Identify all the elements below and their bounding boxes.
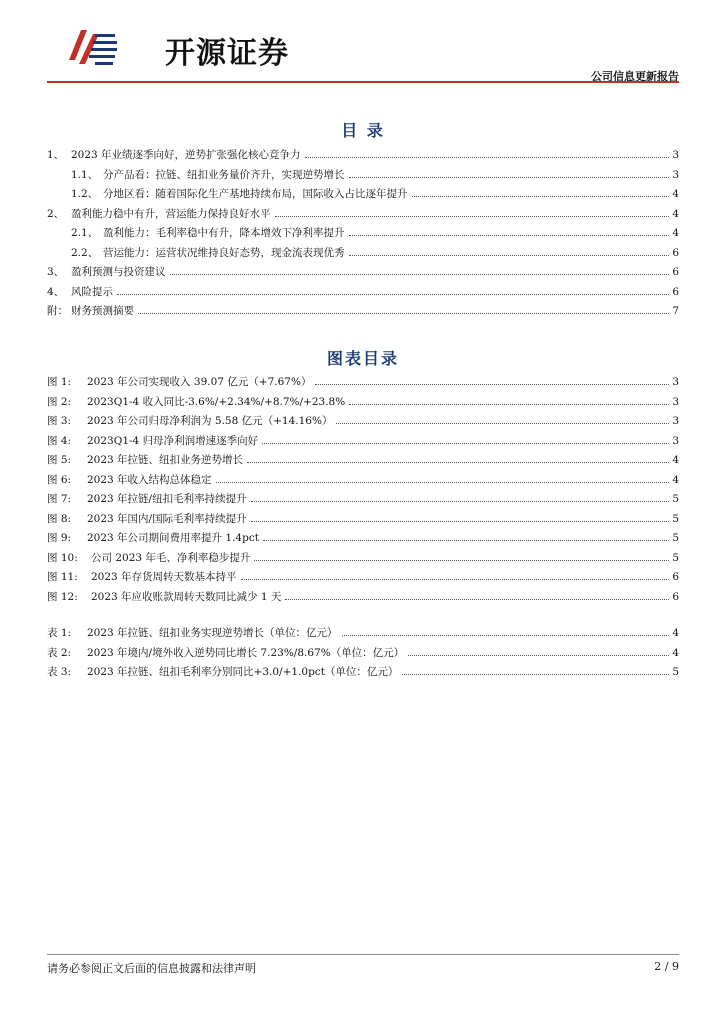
dot-leader <box>251 521 669 522</box>
table-item[interactable] <box>47 644 679 664</box>
table-item-number: 表 3: <box>47 666 72 678</box>
figure-item-text: 2023 年应收账款周转天数同比减少 1 天 <box>91 588 283 608</box>
dot-leader <box>349 255 670 256</box>
figure-item[interactable] <box>47 373 679 393</box>
figure-item-text: 2023Q1-4 归母净利润增速逐季向好 <box>87 432 260 452</box>
table-item-page: 5 <box>672 666 679 678</box>
toc-item-number: 3、 <box>47 266 65 278</box>
figure-item-number: 图 1: <box>47 376 72 388</box>
figure-item-text: 2023 年存货周转天数基本持平 <box>91 568 239 588</box>
dot-leader <box>262 443 669 444</box>
toc-item-page: 4 <box>672 207 679 220</box>
toc-item-page: 4 <box>672 188 679 200</box>
figure-item-number: 图 4: <box>47 434 72 447</box>
figure-item[interactable] <box>47 393 679 413</box>
dot-leader <box>170 274 670 275</box>
report-type: 公司信息更新报告 <box>591 70 679 83</box>
figure-item-number: 图 5: <box>47 454 72 466</box>
toc-item[interactable] <box>47 224 679 244</box>
figure-item-text: 2023 年收入结构总体稳定 <box>87 471 214 491</box>
dot-leader <box>408 655 669 656</box>
kaiyuan-logo-icon <box>65 26 131 68</box>
table-item-number: 表 1: <box>47 627 72 639</box>
toc-title: 目 录 <box>341 121 385 140</box>
figure-item-number: 图 2: <box>47 395 72 408</box>
figure-item-text: 2023 年拉链、纽扣业务逆势增长 <box>87 451 245 471</box>
footer-divider <box>47 954 679 955</box>
dot-leader <box>275 216 670 217</box>
figure-item-page: 5 <box>672 512 679 525</box>
figure-item-number: 图 11: <box>47 571 78 583</box>
page-number: 2 / 9 <box>654 960 679 973</box>
figure-item-page: 5 <box>672 551 679 564</box>
figure-item[interactable] <box>47 432 679 452</box>
figure-item-number: 图 3: <box>47 415 72 427</box>
toc-item[interactable] <box>47 166 679 186</box>
company-name: 开源证券 <box>165 36 289 71</box>
header-divider <box>47 81 679 83</box>
figure-item-text: 公司 2023 年毛、净利率稳步提升 <box>91 549 252 569</box>
toc-item[interactable] <box>47 283 679 303</box>
dot-leader <box>247 462 669 463</box>
table-item-text: 2023 年拉链、纽扣毛利率分别同比+3.0/+1.0pct（单位：亿元） <box>87 663 400 683</box>
toc-item[interactable] <box>47 244 679 264</box>
figure-item-text: 2023 年国内/国际毛利率持续提升 <box>87 510 249 530</box>
dot-leader <box>349 404 669 405</box>
figure-item[interactable] <box>47 490 679 510</box>
dot-leader <box>251 501 669 502</box>
table-item-text: 2023 年境内/境外收入逆势同比增长 7.23%/8.67%（单位：亿元） <box>87 644 406 664</box>
dot-leader <box>241 579 669 580</box>
figure-item-page: 3 <box>672 415 679 427</box>
toc-item-text: 2023 年业绩逐季向好，逆势扩张强化核心竞争力 <box>71 146 303 166</box>
toc-list <box>47 146 679 322</box>
table-item-text: 2023 年拉链、纽扣业务实现逆势增长（单位：亿元） <box>87 624 340 644</box>
toc-item-text: 风险提示 <box>71 283 115 303</box>
figure-item-number: 图 8: <box>47 512 72 525</box>
figure-list-title: 图表目录 <box>326 349 399 368</box>
toc-item-number: 4、 <box>47 285 65 298</box>
dot-leader <box>412 196 670 197</box>
dot-leader <box>263 540 669 541</box>
dot-leader <box>349 235 670 236</box>
toc-item-page: 6 <box>672 266 679 278</box>
figure-item-text: 2023Q1-4 收入同比-3.6%/+2.34%/+8.7%/+23.8% <box>87 393 347 413</box>
toc-item-page: 6 <box>672 246 679 259</box>
dot-leader <box>285 599 669 600</box>
toc-item-text: 分产品看：拉链、纽扣业务量价齐升，实现逆势增长 <box>103 166 347 186</box>
dot-leader <box>315 384 669 385</box>
figure-item-page: 6 <box>672 590 679 603</box>
table-item-page: 4 <box>672 646 679 659</box>
toc-item-text: 盈利能力：毛利率稳中有升，降本增效下净利率提升 <box>103 224 347 244</box>
figure-item-number: 图 6: <box>47 473 72 486</box>
dot-leader <box>138 313 669 314</box>
table-list <box>47 624 679 683</box>
figure-item-number: 图 12: <box>47 590 78 603</box>
figure-item-page: 4 <box>672 473 679 486</box>
dot-leader <box>336 423 669 424</box>
figure-item[interactable] <box>47 412 679 432</box>
table-item-page: 4 <box>672 627 679 639</box>
toc-item-text: 盈利能力稳中有升，营运能力保持良好水平 <box>71 205 273 225</box>
toc-item-text: 财务预测摘要 <box>71 302 136 322</box>
dot-leader <box>402 674 669 675</box>
figure-item-page: 4 <box>672 454 679 466</box>
figure-item-number: 图 9: <box>47 532 72 544</box>
toc-item[interactable] <box>47 185 679 205</box>
figure-item-text: 2023 年拉链/纽扣毛利率持续提升 <box>87 490 249 510</box>
figure-item-page: 3 <box>672 376 679 388</box>
figure-item[interactable] <box>47 588 679 608</box>
figure-item[interactable] <box>47 549 679 569</box>
table-item-number: 表 2: <box>47 646 72 659</box>
toc-item-number: 1.2、 <box>71 188 99 200</box>
dot-leader <box>342 635 669 636</box>
toc-item-text: 盈利预测与投资建议 <box>71 263 168 283</box>
page-header <box>47 20 679 82</box>
toc-item-page: 3 <box>672 149 679 161</box>
toc-item-page: 4 <box>672 227 679 239</box>
toc-item-text: 营运能力：运营状况维持良好态势，现金流表现优秀 <box>103 244 347 264</box>
figure-item[interactable] <box>47 451 679 471</box>
table-item[interactable] <box>47 663 679 683</box>
dot-leader <box>349 177 670 178</box>
figure-item[interactable] <box>47 529 679 549</box>
toc-item-number: 1.1、 <box>71 168 99 181</box>
toc-item-text: 分地区看：随着国际化生产基地持续布局，国际收入占比逐年提升 <box>103 185 410 205</box>
figure-item-page: 3 <box>672 395 679 408</box>
figure-item-text: 2023 年公司期间费用率提升 1.4pct <box>87 529 261 549</box>
figure-item[interactable] <box>47 568 679 588</box>
figure-item[interactable] <box>47 510 679 530</box>
toc-item-number: 附： <box>47 305 68 317</box>
table-item[interactable] <box>47 624 679 644</box>
dot-leader <box>216 482 669 483</box>
toc-item[interactable] <box>47 205 679 225</box>
toc-item-number: 1、 <box>47 149 65 161</box>
dot-leader <box>254 560 669 561</box>
toc-item-number: 2.1、 <box>71 227 99 239</box>
figure-item-text: 2023 年公司归母净利润为 5.58 亿元（+14.16%） <box>87 412 334 432</box>
figure-item-page: 5 <box>672 532 679 544</box>
toc-item[interactable] <box>47 263 679 283</box>
toc-item[interactable] <box>47 302 679 322</box>
figure-item[interactable] <box>47 471 679 491</box>
figure-item-number: 图 7: <box>47 493 72 505</box>
toc-item-page: 6 <box>672 285 679 298</box>
figure-list <box>47 373 679 607</box>
figure-item-page: 5 <box>672 493 679 505</box>
footer-disclaimer: 请务必参阅正文后面的信息披露和法律声明 <box>47 962 256 975</box>
toc-item-page: 7 <box>672 305 679 317</box>
toc-item-number: 2、 <box>47 207 65 220</box>
toc-item-page: 3 <box>672 168 679 181</box>
figure-item-number: 图 10: <box>47 551 78 564</box>
toc-item[interactable] <box>47 146 679 166</box>
toc-item-number: 2.2、 <box>71 246 99 259</box>
figure-item-page: 3 <box>672 434 679 447</box>
dot-leader <box>117 294 669 295</box>
figure-item-page: 6 <box>672 571 679 583</box>
figure-item-text: 2023 年公司实现收入 39.07 亿元（+7.67%） <box>87 373 313 393</box>
dot-leader <box>305 157 669 158</box>
